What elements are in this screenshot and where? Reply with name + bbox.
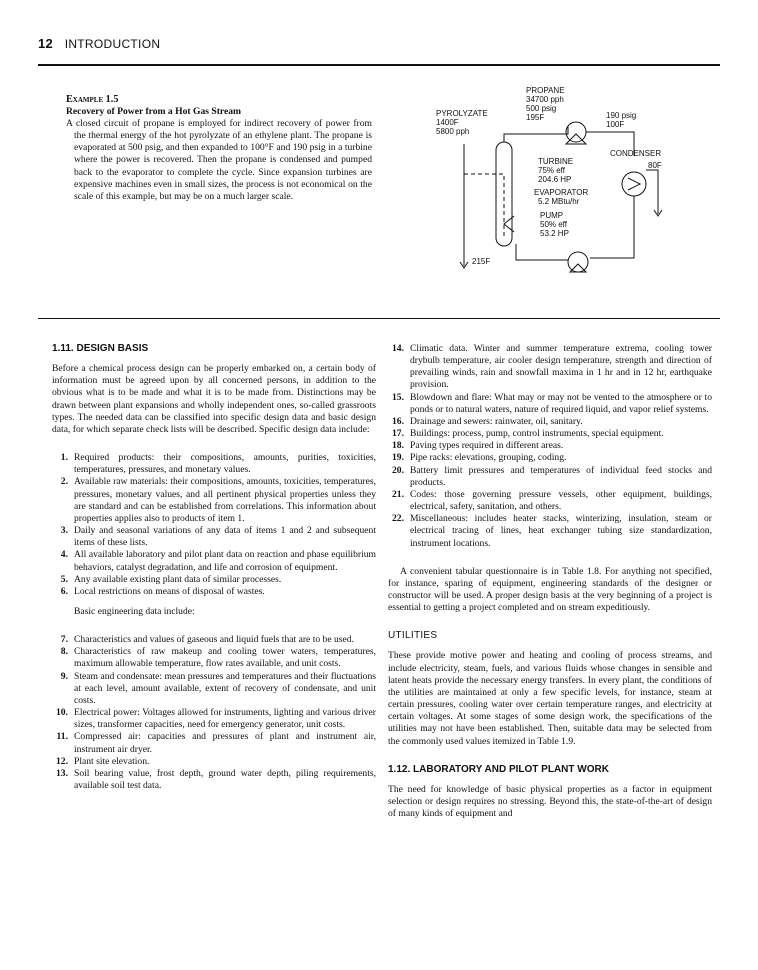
lab-text: The need for knowledge of basic physical properties as a factor in equipment selection or design requires no stressing. Beyond this, the state-of-the-art of design of many kinds of equipment and: [388, 783, 712, 820]
list-item: [52, 549, 376, 573]
propane-flow: 34700 pph: [526, 95, 564, 104]
turbine-symbol: [566, 122, 586, 142]
item-text: Daily and seasonal variations of any data of items 1 and 2 and subsequent items of these lists.: [74, 525, 376, 549]
turbine-power: 204.6 HP: [538, 175, 572, 184]
basic-data-list-continued: [388, 343, 712, 550]
process-flow-diagram: [430, 86, 720, 286]
example-text: A closed circuit of propane is employed for indirect recovery of power from the thermal energy of the hot pyrolyzate of an ethylene plant. The propane is evaporated at 500 psig, and then expanded to 100°F and 190 psig in a turbine where the power is recovered. Then the propane is condensed and pumped back to the evaporator to complete the cycle. Since expansion turbines are expensive machines even in small sizes, the process is not economical on the scale of this example, but may be on a much larger scale.: [66, 118, 372, 202]
basic-data-intro: Basic engineering data include:: [74, 605, 195, 617]
list-item: [52, 646, 376, 670]
propane-vapor-line: [504, 126, 568, 142]
item-number: 19.: [392, 452, 404, 464]
list-item: [388, 513, 712, 549]
list-item: [388, 440, 712, 452]
section-rule: [38, 318, 720, 319]
item-number: 20.: [392, 464, 404, 476]
cooling-water-line: [646, 170, 658, 214]
section-name: INTRODUCTION: [64, 37, 161, 51]
item-number: 4.: [60, 549, 68, 561]
item-number: 8.: [60, 646, 68, 658]
item-text: Buildings: process, pump, control instruments, special equipment.: [410, 428, 664, 440]
exit-temp: 215F: [472, 257, 491, 266]
condensate-line: [590, 196, 634, 258]
item-number: 21.: [392, 488, 404, 500]
item-number: 9.: [60, 670, 68, 682]
pump-discharge-line: [516, 244, 568, 260]
lab-heading: 1.12. LABORATORY AND PILOT PLANT WORK: [388, 763, 609, 775]
item-number: 10.: [56, 707, 68, 719]
item-number: 2.: [60, 476, 68, 488]
propane-pressure: 500 psig: [526, 104, 557, 113]
list-item: [388, 428, 712, 440]
list-item: [52, 707, 376, 731]
item-text: Characteristics of raw makeup and cooling tower waters, temperatures, maximum allowable temperature, flow rates available, and unit costs.: [74, 646, 376, 670]
item-text: Plant site elevation.: [74, 755, 150, 767]
item-number: 13.: [56, 767, 68, 779]
cooling-temp: 80F: [648, 161, 662, 170]
item-number: 1.: [60, 452, 68, 464]
item-number: 17.: [392, 428, 404, 440]
list-item: [388, 465, 712, 489]
condenser-symbol: [622, 172, 646, 196]
example-label: Example 1.5: [66, 94, 119, 105]
item-number: 14.: [392, 343, 404, 354]
item-text: Drainage and sewers: rainwater, oil, sanitary.: [410, 415, 583, 427]
item-number: 16.: [392, 415, 404, 427]
item-number: 22.: [392, 513, 404, 525]
list-item: [52, 476, 376, 525]
item-number: 7.: [60, 634, 68, 646]
propane-temp: 195F: [526, 113, 545, 122]
utilities-text: These provide motive power and heating and cooling of process streams, and include electricity, steam, fuels, and various fluids whose changes in sensible and latent heats provide the necessary energy transfers. In every plant, the conditions of the utilities are maintained at only a few specific levels, for instance, steam at certain pressures, cooling water over certain temperature ranges, and electricity at certain voltages. At some stages of some design work, the specifications of the utilities may not have been established. Then, suitable data may be selected from the commonly used values itemized in Table 1.9.: [388, 650, 712, 747]
item-text: Climatic data. Winter and summer temperature extrema, cooling tower drybulb temperature, air cooler design temperature, strength and direction of prevailing winds, rain and snowfall maxima in 1 hr and in 12 hr, earthquake provision.: [410, 343, 712, 391]
item-text: Electrical power: Voltages allowed for instruments, lighting and various driver sizes, transformer capacities, need for emergency generator, unit costs.: [74, 707, 376, 731]
item-text: Compressed air: capacities and pressures of plant and instrument air, instrument air dryer.: [74, 731, 376, 755]
evaporator-duty: 5.2 MBtu/hr: [538, 197, 580, 206]
utilities-heading: UTILITIES: [388, 630, 438, 642]
list-item: [388, 452, 712, 464]
design-basis-heading: 1.11. DESIGN BASIS: [52, 343, 149, 354]
item-text: All available laboratory and pilot plant data on reaction and phase equilibrium behaviors, catalyst degradation, and life and corrosion of equipment.: [74, 549, 376, 573]
item-text: Required products: their compositions, amounts, purities, toxicities, temperatures, pressures, and monetary values.: [74, 452, 376, 476]
pump-label: PUMP: [540, 211, 564, 220]
pump-eff: 50% eff: [540, 220, 567, 229]
list-item: [52, 586, 376, 598]
item-number: 11.: [56, 731, 68, 743]
outlet-temp: 100F: [606, 120, 625, 129]
item-number: 6.: [60, 585, 68, 597]
evaporator-label: EVAPORATOR: [534, 188, 589, 197]
specific-data-list: [52, 452, 376, 598]
list-item: [52, 525, 376, 549]
list-item: [388, 416, 712, 428]
list-item: [52, 731, 376, 755]
design-basis-closing: A convenient tabular questionnaire is in Table 1.8. For anything not specified, for instance, sparing of equipment, engineering standards of the designer or constructor will be used. A proper design basis at the very beginning of a project is essential to getting a project completed and on stream expeditiously.: [388, 565, 712, 614]
pyrolyzate-label: PYROLYZATE: [436, 109, 488, 118]
list-item: [52, 574, 376, 586]
item-text: Steam and condensate: mean pressures and temperatures and their fluctuations at each level, amount available, extent of recovery of condensate, and unit costs.: [74, 670, 376, 706]
item-text: Any available existing plant data of similar processes.: [74, 573, 282, 585]
running-header: [38, 36, 160, 51]
list-item: [388, 343, 712, 392]
pyrolyzate-temp: 1400F: [436, 118, 459, 127]
turbine-label: TURBINE: [538, 157, 574, 166]
item-text: Paving types required in different areas.: [410, 440, 564, 452]
example-title: Recovery of Power from a Hot Gas Stream: [66, 106, 242, 118]
design-basis-intro: Before a chemical process design can be properly embarked on, a certain body of information must be agreed upon by all concerned persons, in addition to the obvious what is to be made and what it is to be made from. Distinctions may be drawn between plant expansions and wholly independent ones, so-called grassroots types. The needed data can be classified into specific design data and basic design data, for which separate check lists will be described. Specific design data include:: [52, 363, 376, 435]
basic-data-list: [52, 634, 376, 792]
condenser-label: CONDENSER: [610, 149, 662, 158]
pump-symbol: [568, 252, 588, 272]
item-number: 18.: [392, 440, 404, 452]
list-item: [388, 392, 712, 416]
outlet-pressure: 190 psig: [606, 111, 637, 120]
list-item: [52, 756, 376, 768]
right-column: [388, 343, 712, 820]
item-number: 12.: [56, 755, 68, 767]
item-number: 15.: [392, 391, 404, 403]
pyrolyzate-line: [464, 174, 504, 238]
list-item: [52, 671, 376, 707]
item-text: Soil bearing value, frost depth, ground water depth, piling requirements, available soil test data.: [74, 767, 376, 791]
item-text: Local restrictions on means of disposal of wastes.: [74, 585, 265, 597]
condenser-coil: [628, 178, 640, 190]
turbine-eff: 75% eff: [538, 166, 565, 175]
list-item: [52, 452, 376, 476]
example-block: [66, 94, 372, 203]
list-item: [52, 634, 376, 646]
list-item: [52, 768, 376, 792]
item-text: Battery limit pressures and temperatures of individual feed stocks and products.: [410, 464, 712, 488]
item-text: Pipe racks: elevations, grouping, coding.: [410, 452, 567, 464]
propane-label: PROPANE: [526, 86, 565, 95]
item-number: 3.: [60, 525, 68, 537]
list-item: [388, 489, 712, 513]
pyrolyzate-flow: 5800 pph: [436, 127, 470, 136]
item-text: Blowdown and flare: What may or may not be vented to the atmosphere or to ponds or to natural waters, nature of required liquid, and vapor relief systems.: [410, 391, 712, 415]
left-column: [52, 343, 376, 800]
item-text: Characteristics and values of gaseous and liquid fuels that are to be used.: [74, 634, 354, 646]
item-number: 5.: [60, 573, 68, 585]
pump-power: 53.2 HP: [540, 229, 569, 238]
page-number: 12: [38, 36, 54, 51]
header-rule: [38, 64, 720, 66]
item-text: Available raw materials: their compositions, amounts, toxicities, temperatures, pressures, monetary values, and all pertinent physical properties unless they are standard and can be established from correlations. This information about properties applies also to products of item 1.: [74, 476, 376, 524]
item-text: Codes: those governing pressure vessels, other equipment, buildings, electrical, safety, sanitation, and others.: [410, 488, 712, 513]
item-text: Miscellaneous: includes heater stacks, winterizing, insulation, steam or electrical tracing of lines, heat exchanger tubing size standardization, instrument locations.: [410, 513, 712, 549]
